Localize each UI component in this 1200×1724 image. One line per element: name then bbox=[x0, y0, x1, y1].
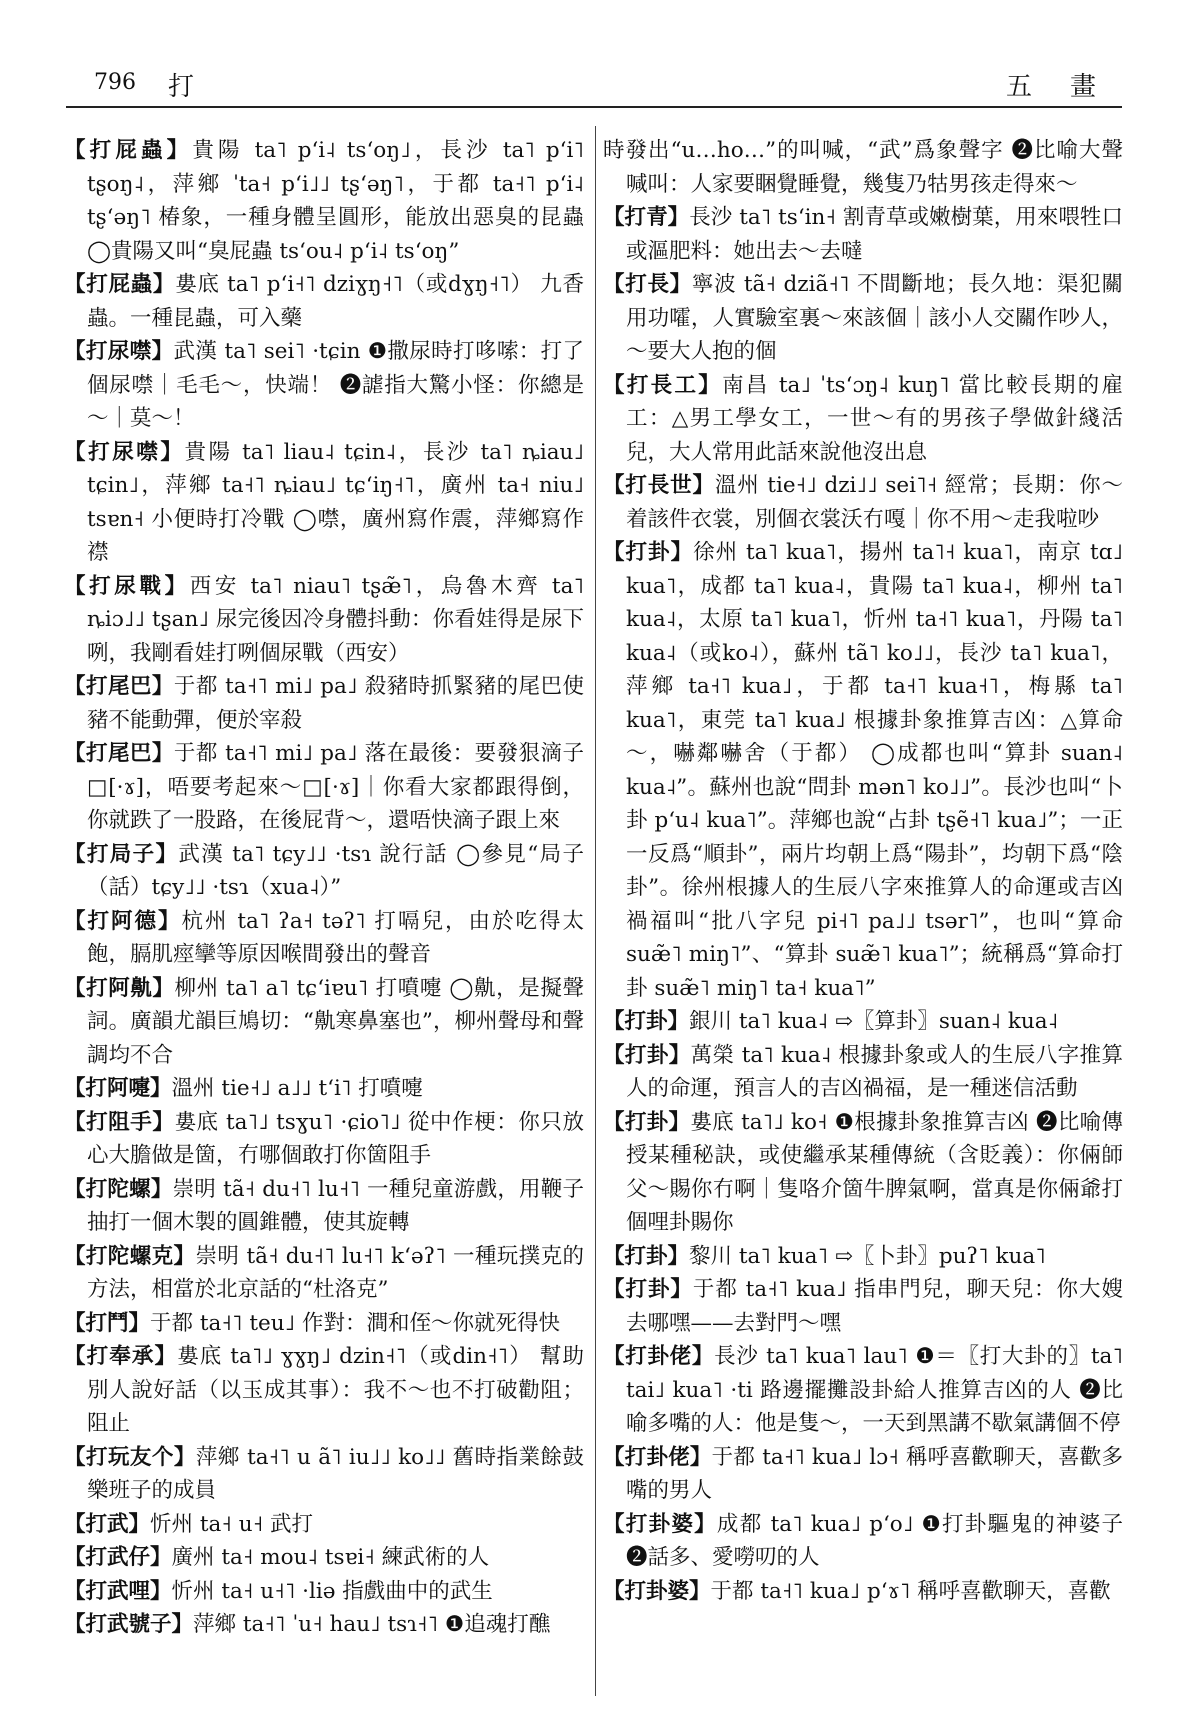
running-head-character: 打 bbox=[168, 72, 195, 102]
dictionary-entry bbox=[64, 1173, 584, 1240]
entry-headword: 【打卦佬】 bbox=[603, 1444, 712, 1470]
dictionary-entry bbox=[603, 369, 1123, 470]
dictionary-entry bbox=[64, 1072, 584, 1106]
dictionary-entry bbox=[603, 1005, 1123, 1039]
dictionary-entry bbox=[64, 1575, 584, 1609]
entry-definition: 成都 ta˥ kua˩ pʻo˩ ❶打卦驅鬼的神婆子 ❷話多、愛嘮叨的人 bbox=[626, 1511, 1123, 1570]
entry-headword: 【打卦】 bbox=[603, 1109, 691, 1135]
entry-definition: 崇明 tã˧ du˧˥ lu˧˥ 一種兒童游戲，用鞭子抽打一個木製的圓錐體，使其旋轉 bbox=[87, 1176, 584, 1235]
dictionary-entry bbox=[603, 1441, 1123, 1508]
entry-definition: 西安 ta˥ niau˥ tʂæ̃˥，烏魯木齊 ta˥ ȵiɔ˩˩ tʂan˩ 尿完後因冷身體抖動：你看娃得是尿下咧，我剛看娃打咧個尿戰（西安） bbox=[87, 573, 584, 666]
entry-definition: 黎川 ta˥ kua˥ ⇨〖卜卦〗puʔ˥ kua˥ bbox=[689, 1243, 1046, 1269]
dictionary-entry bbox=[64, 436, 584, 570]
entry-headword: 【打武號子】 bbox=[64, 1612, 194, 1637]
entry-headword: 【打尾巴】 bbox=[64, 741, 174, 766]
entry-headword: 【打尿戰】 bbox=[64, 573, 190, 599]
dictionary-entry bbox=[64, 1340, 584, 1441]
page-header bbox=[66, 60, 1122, 108]
entry-headword: 【打卦】 bbox=[603, 1042, 691, 1068]
entry-headword: 【打奉承】 bbox=[64, 1344, 178, 1369]
entry-definition: 時發出“u…ho…”的叫喊，“武”爲象聲字 ❷比喻大聲喊叫：人家要睏覺睡覺，幾隻乃牯男孩走得來～ bbox=[603, 138, 1123, 197]
entry-headword: 【打玩友个】 bbox=[64, 1444, 196, 1470]
entry-definition: 于都 ta˧˥ kua˩ lɔ˧ 稱呼喜歡聊天，喜歡多嘴的男人 bbox=[626, 1444, 1123, 1503]
dictionary-entry bbox=[64, 1240, 584, 1307]
entry-headword: 【打武哩】 bbox=[64, 1578, 172, 1604]
entry-definition: 南昌 ta˩ ˈtsʻɔŋ˨ kuŋ˥ 當比較長期的雇工：△男工學女工，一世～有的男孩子學做針綫活兒，大人常用此話來說他沒出息 bbox=[626, 372, 1123, 465]
entry-headword: 【打卦婆】 bbox=[603, 1578, 711, 1604]
entry-definition: 寧波 tã˧ dziã˧˥ 不間斷地；長久地：渠犯關用功嚯，人實驗室裏～來該個｜該小人交關作吵人，～要大人抱的個 bbox=[626, 272, 1123, 364]
dictionary-entry bbox=[603, 1508, 1123, 1575]
dictionary-entry bbox=[603, 201, 1123, 268]
entry-headword: 【打屁蟲】 bbox=[64, 138, 193, 163]
entry-definition: 徐州 ta˥ kua˥，揚州 ta˥˧ kua˥，南京 tɑ˩ kua˥，成都 ta˥ kua˨，貴陽 ta˥ kua˨，柳州 ta˥ kua˨，太原 ta˥ kua˥，忻州 ta˧˥ kua˥，丹陽 ta˥ kua˨（或ko˨），蘇州 tã˥ ko˩˩，長沙 ta˥ kua˥，萍鄉 ta˧˥ kua˩，于都 ta˧˥ kua˧˥，梅縣 ta˥ kua˥，東莞 ta˥ kua˩ 根據卦象推算吉凶：△算命～，嚇鄰嚇舍（于都） ◯成都也叫“算卦 suan˨ kua˨”。蘇州也說“問卦 mən˥ ko˩˩”。長沙也叫“卜卦 pʻu˨ kua˥”。萍鄉也說“占卦 tʂẽ˧˥ kua˩”；一正一反爲“順卦”，兩片均朝上爲“陽卦”，均朝下爲“陰卦”。徐州根據人的生辰八字來推算人的命運或吉凶禍福叫“批八字兒 pi˧˥ pa˩˩ tsər˥”，也叫“算命 suæ̃˥ miŋ˥”、“算卦 suæ̃˥ kua˥”；統稱爲“算命打卦 suæ̃˥ miŋ˥ ta˧ kua˥” bbox=[626, 540, 1123, 1001]
entry-definition: 于都 ta˧˥ teu˩ 作對：澗和侄～你就死得快 bbox=[150, 1310, 560, 1336]
entry-headword: 【打武仔】 bbox=[64, 1545, 172, 1570]
entry-headword: 【打長】 bbox=[603, 272, 692, 297]
entry-headword: 【打卦婆】 bbox=[603, 1511, 717, 1537]
entry-headword: 【打陀螺】 bbox=[64, 1176, 173, 1202]
dictionary-entry bbox=[603, 536, 1123, 1005]
entry-definition: 溫州 tie˧˩ a˩˩ tʻi˥ 打噴嚏 bbox=[171, 1076, 423, 1101]
entry-headword: 【打長世】 bbox=[603, 473, 715, 498]
entry-definition: 武漢 ta˥ tɕy˩˩ ·tsɿ 說行話 ◯參見“局子（話）tɕy˩˩ ·tsɿ（xua˨）” bbox=[87, 841, 584, 900]
entry-definition: 忻州 ta˧ u˧˥ ·liə 指戲曲中的武生 bbox=[171, 1578, 493, 1604]
entry-definition: 萍鄉 ta˧˥ u ã˥ iu˩˩ ko˩˩ 舊時指業餘鼓樂班子的成員 bbox=[87, 1444, 584, 1503]
entry-headword: 【打尾巴】 bbox=[64, 674, 174, 699]
entry-definition: 于都 ta˧˥ mi˩ pa˩ 落在最後：要發狠滴子□[·ɤ]，唔要考起來～□[·ɤ]｜你看大家都跟得倒，你就跌了一股路，在後屁背～，還唔快滴子跟上來 bbox=[87, 741, 584, 833]
entry-headword: 【打卦】 bbox=[603, 1009, 690, 1034]
entry-headword: 【打阿鼽】 bbox=[64, 975, 175, 1001]
entry-headword: 【打屁蟲】 bbox=[64, 272, 176, 297]
dictionary-entry bbox=[603, 1340, 1123, 1441]
entry-definition: 忻州 ta˧ u˧ 武打 bbox=[150, 1511, 314, 1537]
entry-headword: 【打阿嚏】 bbox=[64, 1076, 172, 1101]
entry-headword: 【打陀螺克】 bbox=[64, 1243, 196, 1269]
left-column bbox=[64, 134, 584, 1704]
dictionary-entry bbox=[64, 670, 584, 737]
entry-definition: 武漢 ta˥ sei˥ ·tɕin ❶撒尿時打哆嗦：打了個尿噤｜毛毛～，快端！ ❷謔指大驚小怪：你總是～｜莫～！ bbox=[87, 339, 584, 431]
entry-definition: 貴陽 ta˥ liau˨ tɕin˨，長沙 ta˥ ȵiau˩ tɕin˩，萍鄉 ta˧˥ ȵiau˩ tɕʻiŋ˧˥，廣州 ta˧ niu˩ tsɐn˧ 小便時打冷戰 ◯噤，廣州寫作震，萍鄉寫作襟 bbox=[87, 439, 584, 565]
entry-headword: 【打阻手】 bbox=[64, 1109, 175, 1135]
dictionary-entry bbox=[64, 1541, 584, 1575]
entry-definition: 柳州 ta˥ a˥ tɕʻiɐu˥ 打噴嚏 ◯鼽，是擬聲詞。廣韻尤韻巨鳩切：“鼽寒鼻塞也”，柳州聲母和聲調均不合 bbox=[87, 975, 584, 1068]
dictionary-entry bbox=[64, 1441, 584, 1508]
dictionary-entry bbox=[64, 737, 584, 838]
dictionary-entry bbox=[64, 335, 584, 436]
entry-definition: 婁底 ta˥˩ ko˧ ❶根據卦象推算吉凶 ❷比喻傳授某種秘訣，或使繼承某種傳統（含貶義）：你倆師父～賜你冇啊｜隻咯介箇牛脾氣啊，當真是你倆爺打個哩卦賜你 bbox=[626, 1109, 1123, 1235]
dictionary-entry bbox=[64, 134, 584, 268]
entry-headword: 【打長工】 bbox=[603, 372, 723, 398]
entry-definition: 于都 ta˧˥ mi˩ pa˩ 殺豬時抓緊豬的尾巴使豬不能動彈，便於宰殺 bbox=[87, 674, 584, 733]
entry-definition: 貴陽 ta˥ pʻi˨ tsʻoŋ˩，長沙 ta˥ pʻi˥ tʂoŋ˨，萍鄉 ˈta˧ pʻi˩˩ tʂʻəŋ˥，于都 ta˧˥ pʻi˨ tʂʻəŋ˥ 椿象，一種身體呈圓形，能放出惡臭的昆蟲 ◯貴陽又叫“臭屁蟲 tsʻou˨ pʻi˨ tsʻoŋ” bbox=[87, 138, 584, 264]
page-number: 796 bbox=[94, 70, 136, 95]
entry-headword: 【打阿德】 bbox=[64, 908, 182, 934]
dictionary-entry bbox=[603, 1575, 1123, 1609]
entry-definition: 杭州 ta˥ ʔa˧ təʔ˥ 打嗝兒，由於吃得太飽，膈肌痙攣等原因喉間發出的聲音 bbox=[87, 908, 584, 967]
dictionary-entry bbox=[603, 134, 1123, 201]
dictionary-entry bbox=[64, 972, 584, 1073]
entry-definition: 萬榮 ta˥ kua˨ 根據卦象或人的生辰八字推算人的命運，預言人的吉凶禍福，是一種迷信活動 bbox=[626, 1042, 1123, 1101]
entry-definition: 于都 ta˧˥ kua˩ pʻɤ˥ 稱呼喜歡聊天，喜歡 bbox=[710, 1578, 1111, 1604]
dictionary-entry bbox=[603, 1273, 1123, 1340]
right-column bbox=[603, 134, 1123, 1704]
entry-definition: 萍鄉 ta˧˥ ˈu˧ hau˩ tsɿ˧˥ ❶追魂打醮 bbox=[193, 1612, 551, 1637]
entry-definition: 溫州 tie˧˩ dzi˩˩ sei˥˧ 經常；長期：你～着該件衣裳，別個衣裳沃冇嘎｜你不用～走我啦吵 bbox=[626, 473, 1123, 532]
entry-definition: 婁底 ta˥ pʻi˧˥ dziɣŋ˧˥（或dɣŋ˧˥） 九香蟲。一種昆蟲，可入藥 bbox=[87, 272, 584, 331]
entry-headword: 【打尿噤】 bbox=[64, 339, 174, 364]
entry-headword: 【打卦】 bbox=[603, 1243, 690, 1269]
entry-headword: 【打卦】 bbox=[603, 540, 694, 565]
entry-headword: 【打鬥】 bbox=[64, 1310, 151, 1336]
stroke-section-label: 五 畫 bbox=[1005, 72, 1102, 102]
dictionary-entry bbox=[603, 469, 1123, 536]
entry-headword: 【打武】 bbox=[64, 1511, 151, 1537]
dictionary-entry bbox=[603, 1240, 1123, 1274]
dictionary-entry bbox=[64, 1307, 584, 1341]
dictionary-entry bbox=[64, 1106, 584, 1173]
dictionary-entry bbox=[64, 838, 584, 905]
dictionary-entry bbox=[64, 1608, 584, 1642]
entry-definition: 婁底 ta˥˩ tsɣu˥ ·ɕio˥˩ 從中作梗：你只放心大膽做是箇，冇哪個敢打你箇阻手 bbox=[87, 1109, 584, 1168]
entry-definition: 長沙 ta˥ tsʻin˧ 割青草或嫩樹葉，用來喂牲口或漚肥料：她出去～去噠 bbox=[626, 205, 1123, 264]
dictionary-entry bbox=[64, 570, 584, 671]
dictionary-entry bbox=[64, 905, 584, 972]
entry-definition: 長沙 ta˥ kua˥ lau˥ ❶＝〖打大卦的〗ta˥ tai˩ kua˥ ·ti 路邊擺攤設卦給人推算吉凶的人 ❷比喻多嘴的人：他是隻～，一天到黑講不歇氣講個不停 bbox=[626, 1344, 1123, 1436]
dictionary-entry bbox=[64, 1508, 584, 1542]
entry-definition: 銀川 ta˥ kua˨ ⇨〖算卦〗suan˨ kua˨ bbox=[689, 1009, 1059, 1034]
entry-definition: 廣州 ta˧ mou˨ tsɐi˧ 練武術的人 bbox=[171, 1545, 490, 1570]
dictionary-entry bbox=[603, 1106, 1123, 1240]
dictionary-entry bbox=[64, 268, 584, 335]
entry-definition: 崇明 tã˧ du˧˥ lu˧˥ kʻəʔ˥ 一種玩撲克的方法，相當於北京話的“杜洛克” bbox=[87, 1243, 584, 1302]
entry-headword: 【打卦】 bbox=[603, 1277, 693, 1302]
entry-headword: 【打青】 bbox=[603, 205, 690, 230]
entry-definition: 于都 ta˧˥ kua˩ 指串門兒，聊天兒：你大嫂去哪嘿——去對門～嘿 bbox=[626, 1277, 1123, 1336]
entry-headword: 【打局子】 bbox=[64, 841, 179, 867]
entry-headword: 【打尿噤】 bbox=[64, 439, 185, 465]
dictionary-entry bbox=[603, 268, 1123, 369]
entry-headword: 【打卦佬】 bbox=[603, 1344, 715, 1369]
column-divider bbox=[595, 126, 596, 1696]
entry-definition: 婁底 ta˥˩ ɣɣŋ˩ dzin˧˥（或din˧˥） 幫助別人說好話（以玉成其事）：我不～也不打破勸阻；阻止 bbox=[87, 1344, 584, 1436]
dictionary-entry bbox=[603, 1039, 1123, 1106]
